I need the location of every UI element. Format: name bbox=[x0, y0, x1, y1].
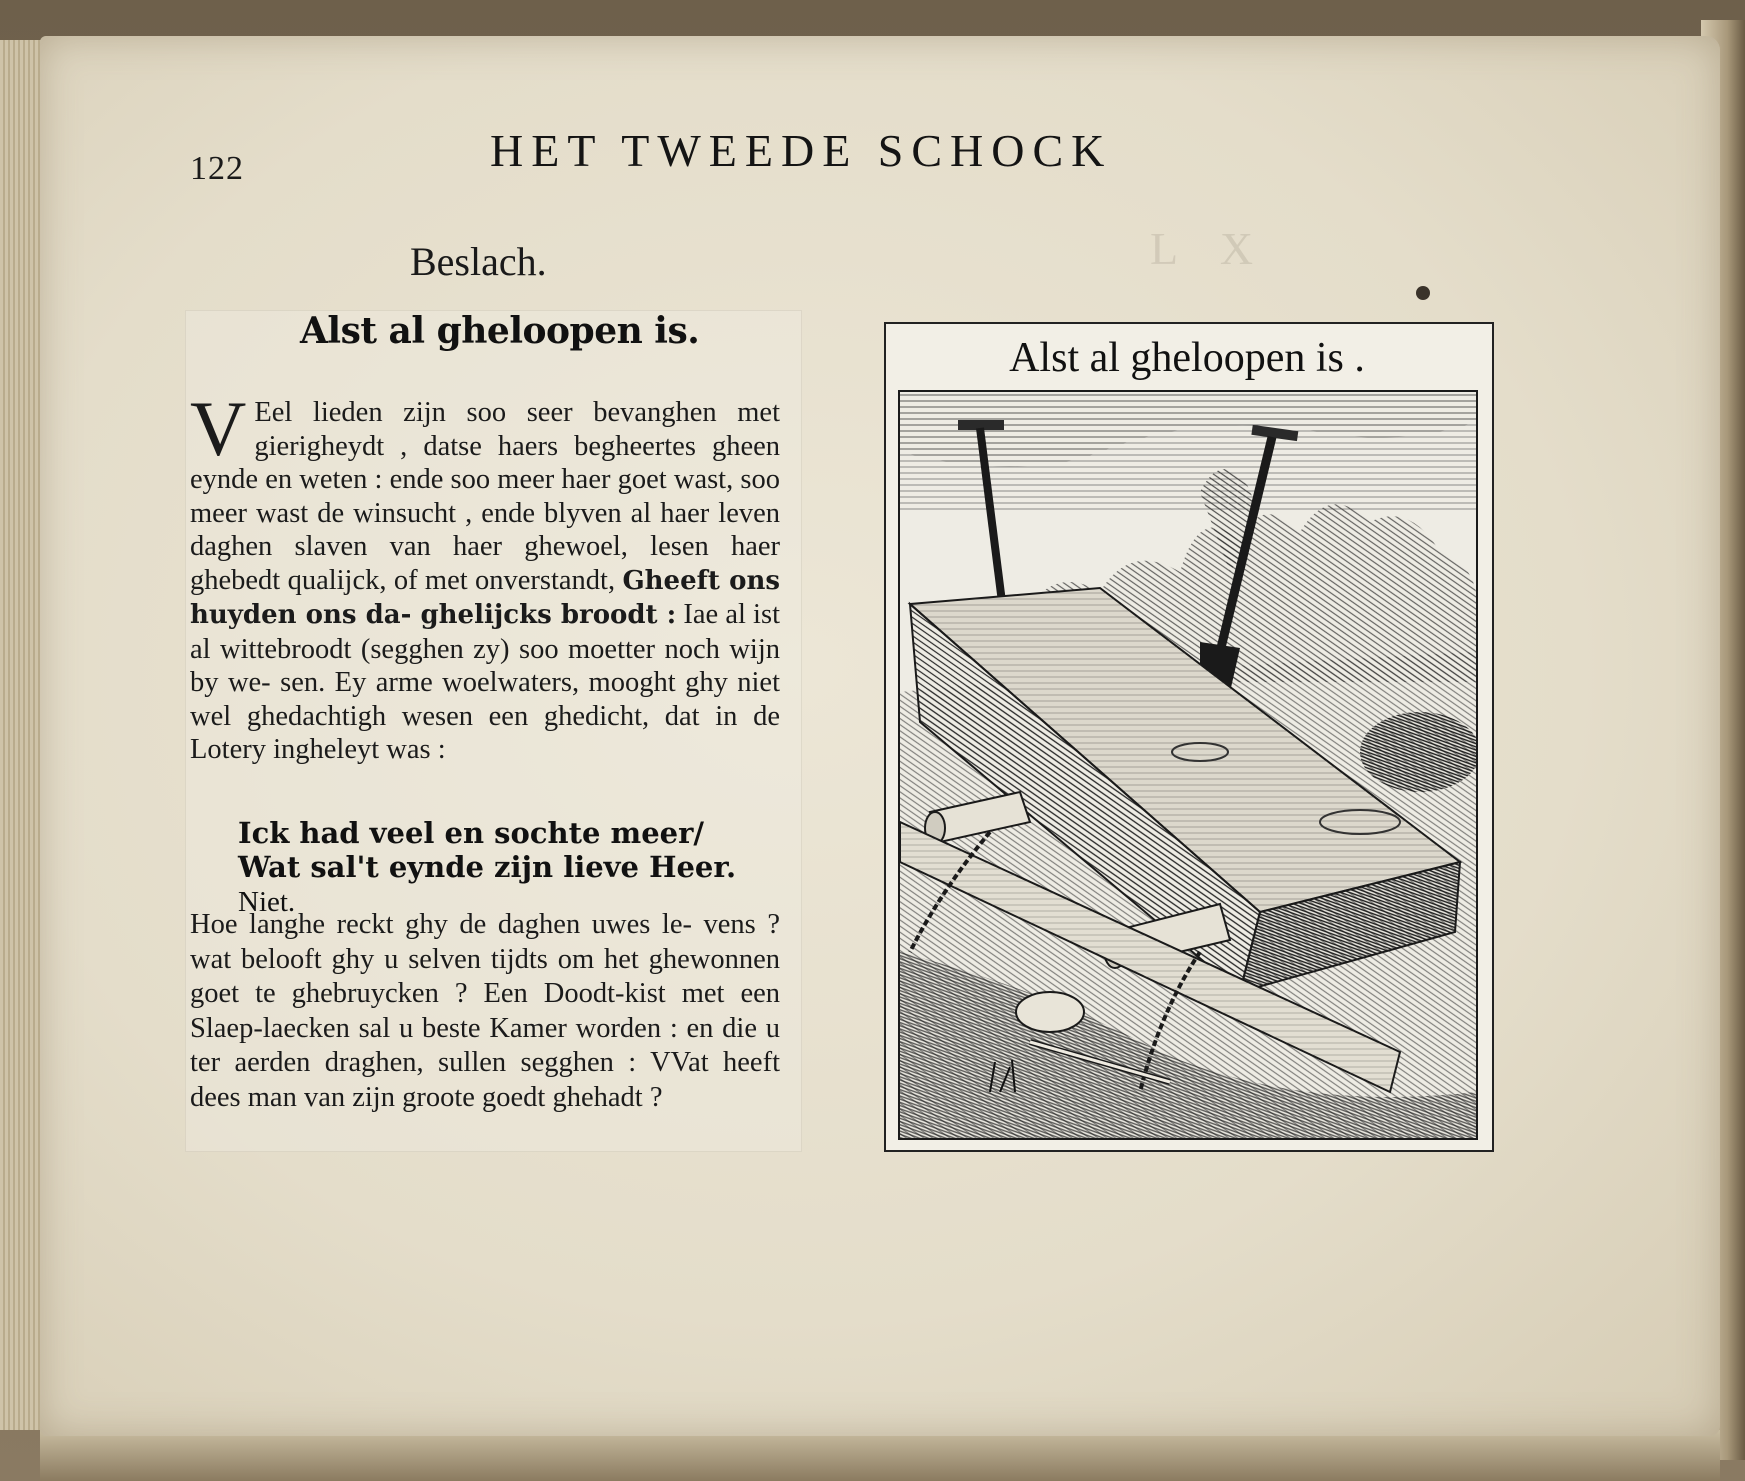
paragraph-1 bbox=[190, 385, 780, 767]
poem-line-2: Wat sal't eynde zijn lieve Heer. bbox=[238, 850, 737, 884]
poem-line-1: Ick had veel en sochte meer/ bbox=[238, 816, 704, 850]
drop-cap: V bbox=[190, 385, 247, 472]
section-title: Beslach. bbox=[410, 239, 547, 284]
block-title: Alst al gheloopen is. bbox=[300, 310, 700, 352]
paragraph-1-start: Eel lieden zijn soo seer bevanghen met gierigheydt , datse haers begheertes gheen eynde en weten : ende soo meer haer goet wast, soo meer wast de winsucht , ende blyven al haer leven daghen slaven van haer ghewoel, lesen haer ghebedt qualijck, of met onverstandt, bbox=[190, 397, 780, 596]
plate-caption: Alst al gheloopen is . bbox=[1009, 335, 1365, 381]
paragraph-1-end: Iae al ist al wittebroodt (segghen zy) soo moetter noch wijn by we- sen. Ey arme woelwaters, mooght ghy niet wel ghedachtigh wesen een ghedicht, dat in de Lotery ingheleyt was : bbox=[190, 599, 780, 765]
engraving-illustration bbox=[898, 390, 1478, 1140]
paragraph-2: Hoe langhe reckt ghy de daghen uwes le- vens ? wat belooft ghy u selven tijdts om het ghewonnen goet te ghebruycken ? Een Doodt-kist met een Slaep-laecken sal u beste Kamer worden : en die u ter aerden draghen, sullen segghen : VVat heeft dees man van zijn groote goedt ghehadt ? bbox=[190, 909, 780, 1113]
coffin-engraving bbox=[900, 392, 1476, 1138]
running-head: HET TWEEDE SCHOCK bbox=[490, 125, 1113, 176]
poem bbox=[238, 816, 798, 919]
foxing-spot bbox=[1416, 286, 1430, 300]
page-number: 122 bbox=[190, 150, 244, 187]
bottom-page-edges bbox=[40, 1430, 1720, 1481]
show-through-heading: L X bbox=[1150, 223, 1270, 274]
paragraph-1-blackletter: Gheeft ons huyden ons da- ghelijcks broodt : bbox=[190, 565, 780, 630]
poem-tag: Niet. bbox=[238, 886, 296, 918]
